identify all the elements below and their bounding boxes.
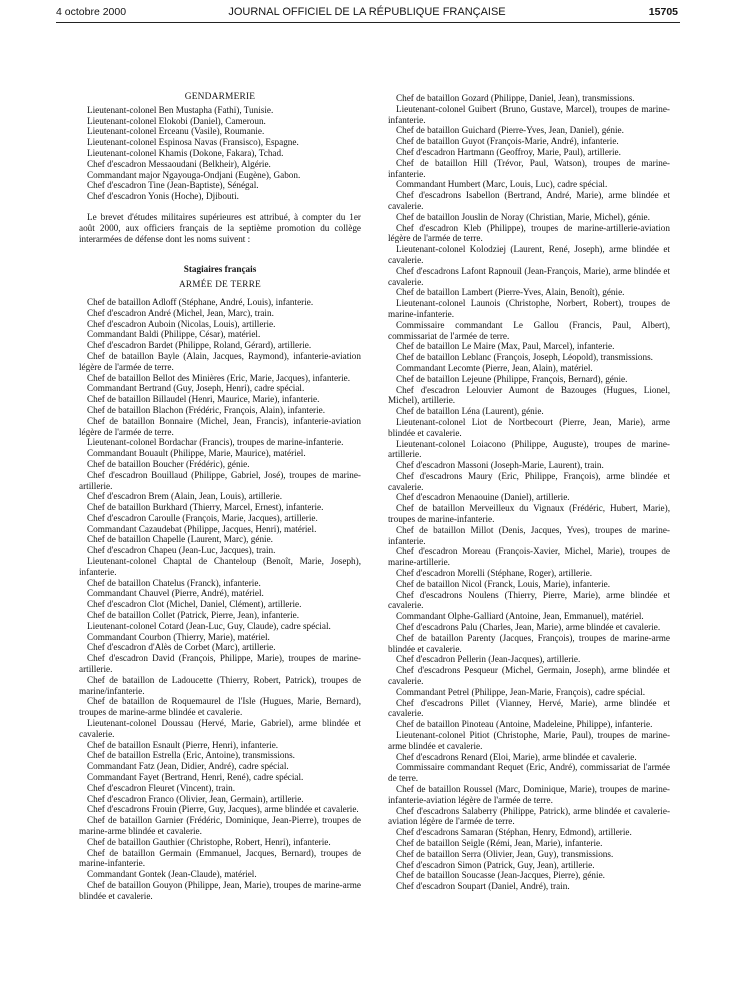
officer-entry: Chef d'escadron Simon (Patrick, Guy, Jean), artillerie.	[396, 859, 595, 870]
officer-entry: Chef d'escadron Caroulle (François, Marie, Jacques), artillerie.	[87, 512, 318, 523]
officer-entry: Lieutenant-colonel Guibert (Bruno, Gustave, Marcel), troupes de marine-infanterie.	[388, 103, 670, 125]
officer-entry: Chef de bataillon Bellot des Minières (Eric, Marie, Jacques), infanterie.	[87, 372, 351, 383]
officer-entry: Chef d'escadron Morelli (Stéphane, Roger), artillerie.	[396, 568, 593, 579]
officer-entry: Chef d'escadrons Lafont Rapnouil (Jean-François, Marie), arme blindée et cavalerie.	[388, 265, 670, 287]
officer-entry: Chef de bataillon Collet (Patrick, Pierre, Jean), infanterie.	[87, 610, 300, 621]
officer-entry: Commandant Olphe-Galliard (Antoine, Jean, Emmanuel), matériel.	[396, 611, 644, 622]
officer-entry: Chef d'escadrons Renard (Eloi, Marie), arme blindée et cavalerie.	[396, 751, 637, 762]
gendarmerie-entry: Lieutenant-colonel Elokobi (Daniel), Cameroun.	[87, 115, 266, 126]
officer-entry: Commandant Petrel (Philippe, Jean-Marie, François), cadre spécial.	[396, 686, 646, 697]
officer-entry: Lieutenant-colonel Liot de Nortbecourt (Pierre, Jean, Marie), arme blindée et cavalerie.	[388, 416, 670, 438]
gendarmerie-entry: Lieutenant-colonel Ben Mustapha (Fathi), Tunisie.	[87, 104, 274, 115]
officer-entry: Commissaire commandant Le Gallou (Francis, Paul, Albert), commissariat de l'armée de terre.	[388, 319, 670, 341]
officer-entry: Chef de bataillon Nicol (Franck, Louis, Marie), infanterie.	[396, 578, 611, 589]
officer-entry: Chef d'escadron Fleuret (Vincent), train.	[87, 782, 236, 793]
officer-entry: Chef d'escadrons Isabellon (Bertrand, André, Marie), arme blindée et cavalerie.	[388, 190, 670, 211]
officer-entry: Chef de bataillon Garnier (Frédéric, Dominique, Jean-Pierre), troupes de marine-arme blindée et cavalerie.	[79, 815, 361, 836]
header-title: JOURNAL OFFICIEL DE LA RÉPUBLIQUE FRANÇAISE	[228, 6, 506, 18]
officer-entry: Chef de bataillon Lambert (Pierre-Yves, Alain, Benoît), génie.	[396, 287, 625, 298]
officer-entry: Chef de bataillon Gouyon (Philippe, Jean, Marie), troupes de marine-arme blindée et cavalerie.	[79, 879, 361, 901]
officer-entry: Commandant Humbert (Marc, Louis, Luc), cadre spécial.	[396, 179, 608, 190]
officer-entry: Chef d'escadron Hartmann (Geoffroy, Marie, Paul), artillerie.	[396, 146, 621, 157]
officer-entry: Chef de bataillon Soucasse (Jean-Jacques, Pierre), génie.	[396, 870, 605, 881]
officer-entry: Chef de bataillon Bayle (Alain, Jacques, Raymond), infanterie-aviation légère de l'armée de terre.	[79, 350, 361, 372]
officer-entry: Commandant Bouault (Philippe, Marie, Maurice), matériel.	[87, 448, 306, 459]
officer-entry: Chef de bataillon Jouslin de Noray (Christian, Marie, Michel), génie.	[396, 211, 650, 222]
officer-entry: Chef de bataillon Estrella (Eric, Antoine), transmissions.	[87, 750, 295, 761]
officer-entry: Chef de bataillon Boucher (Frédéric), génie.	[87, 458, 250, 469]
officer-entry: Chef de bataillon Roussel (Marc, Dominique, Marie), troupes de marine-infanterie-aviation légère de l'armée de terre.	[388, 784, 670, 805]
officer-entry: Commandant Chauvel (Pierre, André), matériel.	[87, 588, 264, 599]
officer-entry: Chef d'escadron Massoni (Joseph-Marie, Laurent), train.	[396, 460, 604, 471]
officer-entry: Lieutenant-colonel Cotard (Jean-Luc, Guy, Claude), cadre spécial.	[87, 620, 331, 631]
right-list	[388, 93, 670, 892]
officer-entry: Chef d'escadrons Samaran (Stéphan, Henry, Edmond), artillerie.	[396, 827, 632, 838]
officer-entry: Chef d'escadron David (François, Philippe, Marie), troupes de marine-artillerie.	[79, 653, 361, 675]
officer-entry: Lieutenant-colonel Bordachar (Francis), troupes de marine-infanterie.	[87, 437, 344, 448]
officer-entry: Commandant Bertrand (Guy, Joseph, Henri), cadre spécial.	[87, 383, 305, 394]
officer-entry: Chef d'escadrons Palu (Charles, Jean, Marie), arme blindée et cavalerie.	[396, 622, 661, 633]
right-column	[388, 93, 670, 892]
gendarmerie-entry: Commandant major Ngayouga-Ondjani (Eugène), Gabon.	[87, 169, 301, 180]
officer-entry: Chef de bataillon Serra (Olivier, Jean, Guy), transmissions.	[396, 848, 614, 859]
officer-entry: Chef d'escadron Bardet (Philippe, Roland, Gérard), artillerie.	[87, 340, 312, 351]
officer-entry: Chef de bataillon de Ladoucette (Thierry, Robert, Patrick), troupes de marine/infanterie.	[79, 674, 361, 696]
officer-entry: Commissaire commandant Requet (Eric, André), commissariat de l'armée de terre.	[388, 762, 670, 784]
officer-entry: Chef de bataillon Lejeune (Philippe, François, Bernard), génie.	[396, 373, 628, 384]
officer-entry: Chef de bataillon Merveilleux du Vignaux (Frédéric, Hubert, Marie), troupes de marine-infanterie.	[388, 503, 670, 525]
officer-entry: Chef de bataillon Léna (Laurent), génie.	[396, 406, 544, 417]
officer-entry: Commandant Fatz (Jean, Didier, André), cadre spécial.	[87, 761, 289, 772]
officer-entry: Chef de bataillon Guyot (François-Marie, André), infanterie.	[396, 136, 619, 147]
officer-entry: Commandant Courbon (Thierry, Marie), matériel.	[87, 631, 270, 642]
officer-entry: Chef d'escadron Clot (Michel, Daniel, Clément), artillerie.	[87, 599, 302, 610]
gendarmerie-entry: Chef d'escadron Tine (Jean-Baptiste), Sénégal.	[87, 180, 259, 191]
gendarmerie-heading: GENDARMERIE	[184, 92, 256, 102]
officer-entry: Chef de bataillon Seigle (Rémi, Jean, Marie), infanterie.	[396, 837, 603, 848]
gendarmerie-entry: Lieutenant-colonel Espinosa Navas (Fransisco), Espagne.	[87, 137, 299, 148]
officer-entry: Chef d'escadron André (Michel, Jean, Marc), train.	[87, 307, 274, 318]
officer-entry: Chef d'escadrons Salaberry (Philippe, Patrick), arme blindée et cavalerie-aviation légère de l'armée de terre.	[388, 805, 670, 827]
officer-entry: Chef de bataillon Burkhard (Thierry, Marcel, Ernest), infanterie.	[87, 502, 324, 513]
officer-entry: Chef d'escadron Lelouvier Aumont de Bazouges (Hugues, Lionel, Michel), artillerie.	[388, 384, 670, 406]
left-column	[79, 92, 361, 902]
officer-entry: Chef de bataillon Chatelus (Franck), infanterie.	[87, 577, 261, 588]
officer-entry: Chef de bataillon Germain (Emmanuel, Jacques, Bernard), troupes de marine-infanterie.	[79, 847, 361, 869]
officer-entry: Commandant Lecomte (Pierre, Jean, Alain), matériel.	[396, 362, 593, 373]
officer-entry: Chef d'escadron Auboin (Nicolas, Louis), artillerie.	[87, 318, 276, 329]
officer-entry: Lieutenant-colonel Launois (Christophe, Norbert, Robert), troupes de marine-infanterie.	[388, 298, 670, 319]
officer-entry: Chef d'escadron Kleb (Philippe), troupes de marine-artillerie-aviation légère de l'armée de terre.	[388, 222, 670, 244]
gendarmerie-entry: Chef d'escadron Yonis (Hoche), Djibouti.	[87, 191, 239, 202]
officer-entry: Chef d'escadron Moreau (François-Xavier, Michel, Marie), troupes de marine-artillerie.	[388, 546, 670, 568]
officer-entry: Commandant Gontek (Jean-Claude), matériel.	[87, 869, 257, 880]
intro-paragraph: Le brevet d'études militaires supérieures est attribué, à compter du 1er août 2000, aux officiers français de la septième promotion du collège interarmées de défense dont les noms suivent :	[79, 211, 361, 244]
officer-entry: Chef de bataillon Billaudel (Henri, Maurice, Marie), infanterie.	[87, 394, 320, 405]
officer-entry: Chef de bataillon Esnault (Pierre, Henri), infanterie.	[87, 739, 279, 750]
officer-entry: Chef d'escadron Soupart (Daniel, André), train.	[396, 881, 570, 892]
armee-heading: ARMÉE DE TERRE	[178, 279, 262, 290]
header-date: 4 octobre 2000	[56, 6, 127, 18]
officer-entry: Chef de bataillon de Roquemaurel de l'Isle (Hugues, Marie, Bernard), troupes de marine-arme blindée et cavalerie.	[79, 696, 361, 718]
officer-entry: Commandant Fayet (Bertrand, Henri, René), cadre spécial.	[87, 772, 304, 783]
page-header	[56, 6, 678, 20]
officer-entry: Chef d'escadrons Noulens (Thierry, Pierre, Marie), arme blindée et cavalerie.	[388, 589, 670, 611]
officer-entry: Chef de bataillon Gozard (Philippe, Daniel, Jean), transmissions.	[396, 93, 635, 103]
armee-list	[79, 297, 361, 902]
gendarmerie-entry: Lieutenant-colonel Erceanu (Vasile), Roumanie.	[87, 126, 265, 137]
officer-entry: Chef de bataillon Guichard (Pierre-Yves, Jean, Daniel), génie.	[396, 125, 624, 136]
officer-entry: Chef d'escadron Pellerin (Jean-Jacques), artillerie.	[396, 654, 581, 665]
officer-entry: Chef de bataillon Millot (Denis, Jacques, Yves), troupes de marine-infanterie.	[388, 524, 670, 546]
officer-entry: Chef d'escadron Franco (Olivier, Jean, Germain), artillerie.	[87, 793, 304, 804]
officer-entry: Chef de bataillon Adloff (Stéphane, André, Louis), infanterie.	[87, 296, 314, 307]
officer-entry: Chef de bataillon Blachon (Frédéric, François, Alain), infanterie.	[87, 404, 326, 415]
officer-entry: Chef de bataillon Chapelle (Laurent, Marc), génie.	[87, 534, 273, 545]
officer-entry: Chef de bataillon Le Maire (Max, Paul, Marcel), infanterie.	[396, 341, 615, 352]
page-number: 15705	[648, 6, 678, 18]
officer-entry: Chef d'escadron Menaouine (Daniel), artillerie.	[396, 492, 570, 503]
stagiaires-heading: Stagiaires français	[183, 264, 257, 275]
officer-entry: Chef d'escadron d'Alès de Corbet (Marc), artillerie.	[87, 642, 276, 653]
header-rule	[56, 22, 680, 23]
gendarmerie-list	[79, 105, 361, 202]
gendarmerie-entry: Chef d'escadron Messaoudani (Belkheir), Algérie.	[87, 158, 271, 169]
officer-entry: Lieutenant-colonel Chaptal de Chanteloup (Benoît, Marie, Joseph), infanterie.	[79, 556, 361, 577]
officer-entry: Lieutenant-colonel Doussau (Hervé, Marie, Gabriel), arme blindée et cavalerie.	[79, 718, 361, 739]
officer-entry: Chef d'escadrons Pillet (Vianney, Hervé, Marie), arme blindée et cavalerie.	[388, 697, 670, 719]
officer-entry: Chef d'escadrons Pesqueur (Michel, Germain, Joseph), arme blindée et cavalerie.	[388, 665, 670, 687]
officer-entry: Chef d'escadron Chapeu (Jean-Luc, Jacques), train.	[87, 545, 276, 556]
officer-entry: Chef de bataillon Parenty (Jacques, François), troupes de marine-arme blindée et cavalerie.	[388, 632, 670, 654]
officer-entry: Lieutenant-colonel Pitiot (Christophe, Marie, Paul), troupes de marine-arme blindée et cavalerie.	[388, 730, 670, 751]
gendarmerie-entry: Lieutenant-colonel Khamis (Dokone, Fakara), Tchad.	[87, 147, 284, 158]
officer-entry: Lieutenant-colonel Loiacono (Philippe, Auguste), troupes de marine-artillerie.	[388, 438, 670, 460]
officer-entry: Chef d'escadron Bouillaud (Philippe, Gabriel, José), troupes de marine-artillerie.	[79, 469, 361, 491]
officer-entry: Chef de bataillon Pinoteau (Antoine, Madeleine, Philippe), infanterie.	[396, 719, 653, 730]
officer-entry: Chef d'escadron Brem (Alain, Jean, Louis), artillerie.	[87, 491, 283, 502]
officer-entry: Commandant Cazaudebat (Philippe, Jacques, Henri), matériel.	[87, 523, 317, 534]
officer-entry: Chef de bataillon Bonnaire (Michel, Jean, Francis), infanterie-aviation légère de l'armée de terre.	[79, 415, 361, 437]
officer-entry: Chef d'escadrons Maury (Eric, Philippe, François), arme blindée et cavalerie.	[388, 470, 670, 492]
officer-entry: Commandant Baldi (Philippe, César), matériel.	[87, 329, 261, 340]
officer-entry: Chef d'escadrons Frouin (Pierre, Guy, Jacques), arme blindée et cavalerie.	[87, 804, 359, 815]
officer-entry: Chef de bataillon Gauthier (Christophe, Robert, Henri), infanterie.	[87, 836, 331, 847]
officer-entry: Chef de bataillon Leblanc (François, Joseph, Léopold), transmissions.	[396, 352, 653, 363]
officer-entry: Chef de bataillon Hill (Trévor, Paul, Watson), troupes de marine-infanterie.	[388, 157, 670, 179]
officer-entry: Lieutenant-colonel Kolodziej (Laurent, René, Joseph), arme blindée et cavalerie.	[388, 244, 670, 265]
